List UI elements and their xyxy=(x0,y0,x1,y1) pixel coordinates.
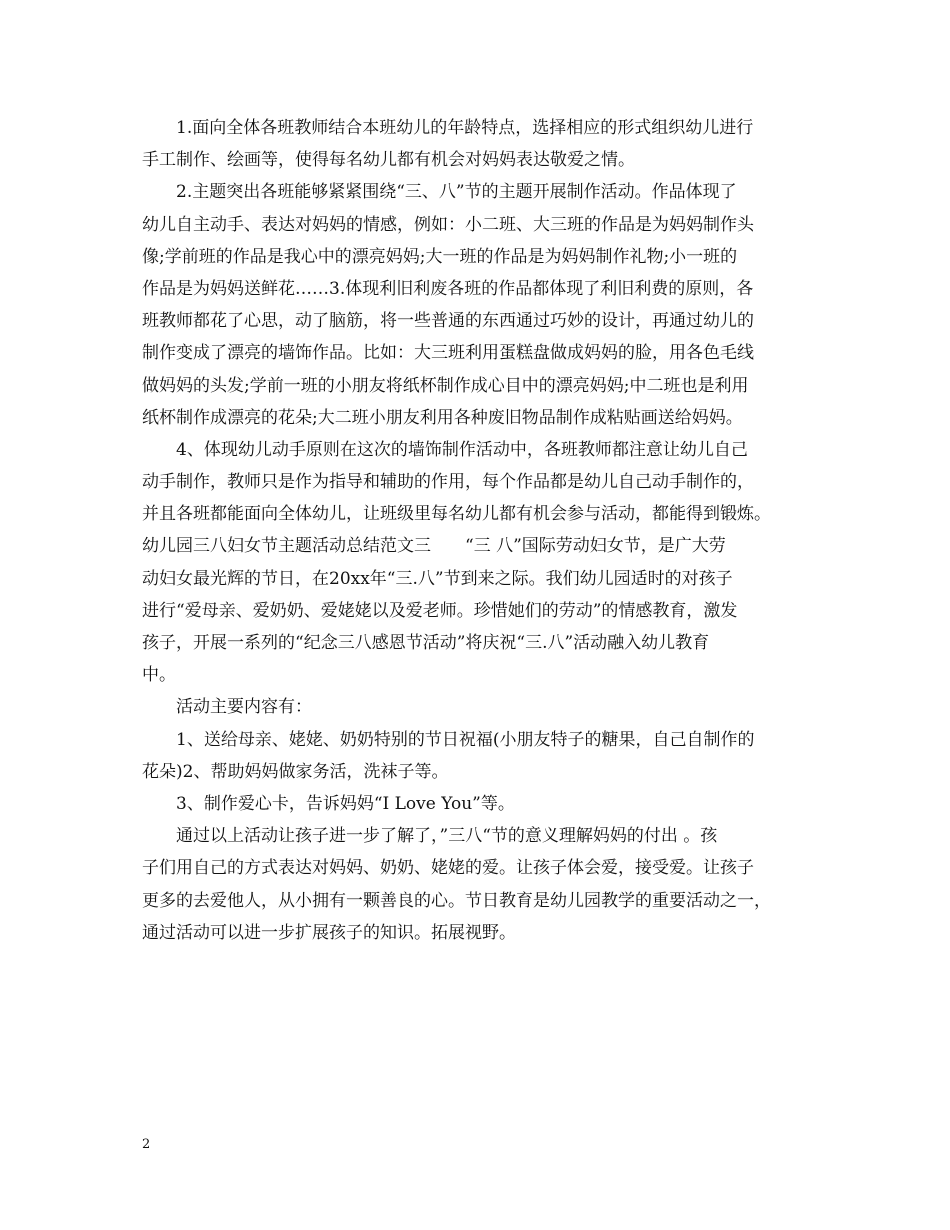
paragraph-line: 像;学前班的作品是我心中的漂亮妈妈;大一班的作品是为妈妈制作礼物;小一班的 xyxy=(142,246,738,267)
paragraph-line: 纸杯制作成漂亮的花朵;大二班小朋友利用各种废旧物品制作成粘贴画送给妈妈。 xyxy=(142,407,743,428)
paragraph-line: 活动主要内容有： xyxy=(176,697,312,718)
paragraph-line: 通过以上活动让孩子进一步了解了，”三八“节的意义理解妈妈的付出 。孩 xyxy=(176,826,718,847)
paragraph-line: 3、制作爱心卡，告诉妈妈“I Love You”等。 xyxy=(176,793,515,814)
paragraph-line: 动妇女最光辉的节日，在20xx年“三.八”节到来之际。我们幼儿园适时的对孩子 xyxy=(142,568,733,589)
paragraph-line: 制作变成了漂亮的墙饰作品。比如：大三班利用蛋糕盘做成妈妈的脸，用各色毛线 xyxy=(142,343,754,364)
paragraph-line: 幼儿自主动手、表达对妈妈的情感，例如：小二班、大三班的作品是为妈妈制作头 xyxy=(142,214,754,235)
document-body xyxy=(142,112,832,949)
paragraph-line: 幼儿园三八妇女节主题活动总结范文三 “三 八”国际劳动妇女节，是广大劳 xyxy=(142,536,726,557)
paragraph-line: 动手制作，教师只是作为指导和辅助的作用，每个作品都是幼儿自己动手制作的， xyxy=(142,472,754,493)
paragraph-line: 更多的去爱他人，从小拥有一颗善良的心。节日教育是幼儿园教学的重要活动之一， xyxy=(142,890,771,911)
page-number: 2 xyxy=(142,1137,151,1152)
paragraph-line: 手工制作、绘画等，使得每名幼儿都有机会对妈妈表达敬爱之情。 xyxy=(142,150,635,171)
paragraph-line: 1、送给母亲、姥姥、奶奶特别的节日祝福(小朋友特子的糖果，自己自制作的 xyxy=(176,729,755,750)
paragraph-line: 做妈妈的头发;学前一班的小朋友将纸杯制作成心目中的漂亮妈妈;中二班也是利用 xyxy=(142,375,749,396)
paragraph-line: 作品是为妈妈送鲜花……3.体现利旧利废各班的作品都体现了利旧利费的原则，各 xyxy=(142,278,754,299)
paragraph-line: 1.面向全体各班教师结合本班幼儿的年龄特点，选择相应的形式组织幼儿进行 xyxy=(176,118,754,138)
paragraph-line: 子们用自己的方式表达对妈妈、奶奶、姥姥的爱。让孩子体会爱，接受爱。让孩子 xyxy=(142,858,754,879)
paragraph-line: 进行“爱母亲、爱奶奶、爱姥姥以及爱老师。珍惜她们的劳动”的情感教育，激发 xyxy=(142,600,738,621)
paragraph-line: 班教师都花了心思，动了脑筋，将一些普通的东西通过巧妙的设计，再通过幼儿的 xyxy=(142,311,754,332)
paragraph-line: 孩子，开展一系列的“纪念三八感恩节活动”将庆祝“三.八”活动融入幼儿教育 xyxy=(142,633,710,653)
paragraph-line: 花朵)2、帮助妈妈做家务活，洗袜子等。 xyxy=(142,761,449,782)
paragraph-line: 4、体现幼儿动手原则在这次的墙饰制作活动中，各班教师都注意让幼儿自己 xyxy=(176,439,748,460)
paragraph-line: 2.主题突出各班能够紧紧围绕“三、八”节的主题开展制作活动。作品体现了 xyxy=(176,182,737,203)
paragraph-line: 通过活动可以进一步扩展孩子的知识。拓展视野。 xyxy=(142,922,516,943)
paragraph-line: 中。 xyxy=(142,665,176,686)
paragraph-line: 并且各班都能面向全体幼儿，让班级里每名幼儿都有机会参与活动，都能得到锻炼。 xyxy=(142,504,771,525)
